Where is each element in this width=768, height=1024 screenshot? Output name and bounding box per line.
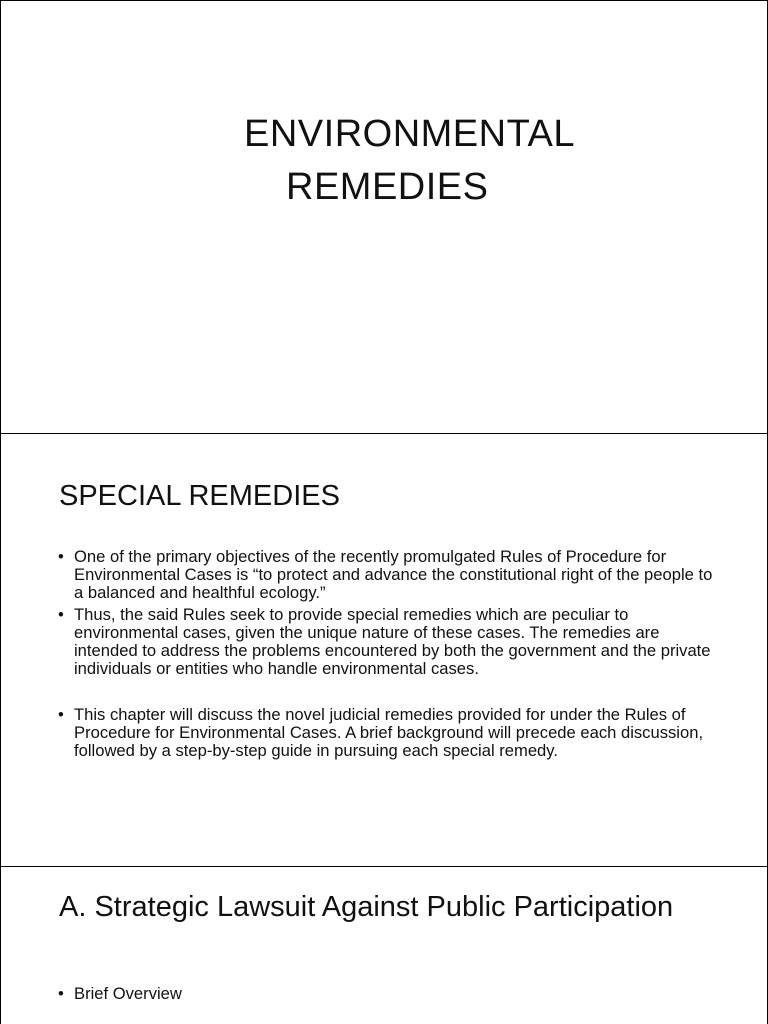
bullet-icon: • [58, 705, 64, 724]
bullet-icon: • [58, 547, 64, 566]
bullet-icon: • [58, 605, 64, 624]
bullet-text: Brief Overview [74, 984, 182, 1003]
bullet-item [56, 548, 716, 602]
title-slide [0, 0, 768, 434]
bullet-item [56, 606, 716, 678]
bullet-list [56, 985, 716, 1003]
slapp-slide [0, 866, 768, 1024]
bullet-text: One of the primary objectives of the recently promulgated Rules of Procedure for Environmental Cases is “to protect and advance the constitutional right of the people to a balanced and healthful ecology.” [74, 547, 713, 602]
bullet-icon: • [58, 984, 64, 1003]
bullet-item [56, 706, 716, 760]
bullet-item [56, 985, 716, 1003]
slide-heading: A. Strategic Lawsuit Against Public Participation [59, 891, 674, 923]
title-line-2: REMEDIES [286, 166, 489, 208]
bullet-text: Thus, the said Rules seek to provide special remedies which are peculiar to environmental cases, given the unique nature of these cases. The remedies are intended to address the problems encountered by both the government and the private individuals or entities who handle environmental cases. [74, 605, 711, 678]
bullet-text: This chapter will discuss the novel judicial remedies provided for under the Rules of Procedure for Environmental Cases. A brief background will precede each discussion, followed by a step-by-step guide in pursuing each special remedy. [74, 705, 704, 760]
slide-heading: SPECIAL REMEDIES [59, 480, 340, 512]
special-remedies-slide [0, 433, 768, 867]
bullet-list [56, 548, 716, 760]
title-line-1: ENVIRONMENTAL [244, 113, 575, 155]
